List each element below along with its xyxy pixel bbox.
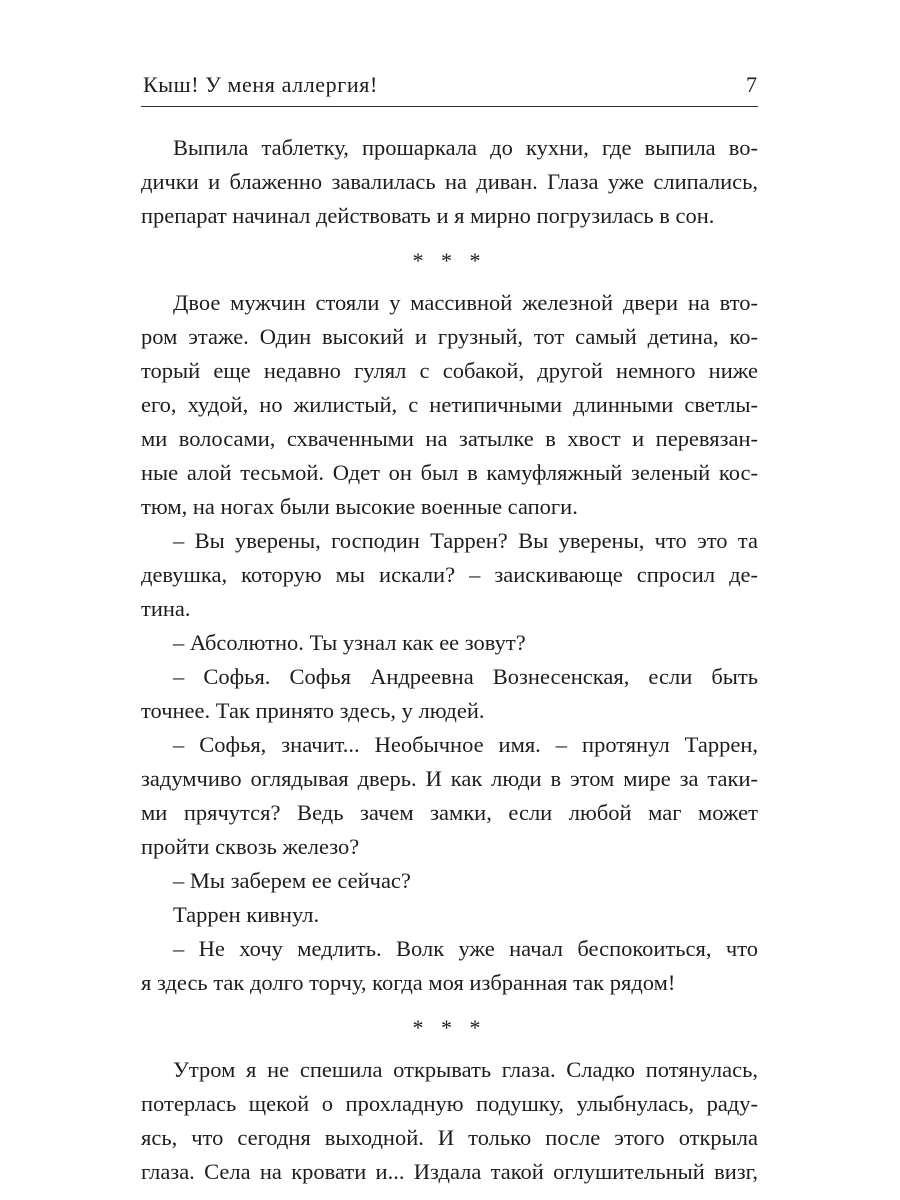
section-separator: * * *	[412, 248, 487, 273]
text-line: Утром я не спешила открывать глаза. Сладко потянулась,	[173, 1057, 758, 1082]
text-line: потерлась щекой о прохладную подушку, улыбнулась, раду-	[141, 1091, 758, 1116]
text-line: ясь, что сегодня выходной. И только после этого открыла	[141, 1125, 758, 1150]
text-line: точнее. Так принято здесь, у людей.	[141, 698, 485, 723]
text-line: препарат начинал действовать и я мирно погрузилась в сон.	[141, 203, 715, 228]
text-line: тина.	[141, 596, 191, 621]
book-title: Кыш! У меня аллергия!	[143, 72, 378, 97]
text-line: ми прячутся? Ведь зачем замки, если любой маг может	[141, 800, 758, 825]
text-line: дички и блаженно завалилась на диван. Глаза уже слипались,	[141, 169, 758, 194]
text-line: Двое мужчин стояли у массивной железной двери на вто-	[173, 290, 758, 315]
text-line: Таррен кивнул.	[173, 902, 320, 927]
text-line: ми волосами, схваченными на затылке в хвост и перевязан-	[141, 426, 758, 451]
text-line: глаза. Села на кровати и... Издала такой оглушительный визг,	[141, 1159, 758, 1184]
section-separator: * * *	[412, 1015, 487, 1040]
page-number: 7	[746, 72, 757, 97]
text-line: тюм, на ногах были высокие военные сапоги.	[141, 494, 578, 519]
header-divider	[141, 106, 758, 107]
text-line: – Софья. Софья Андреевна Вознесенская, если быть	[173, 664, 758, 689]
text-line: – Абсолютно. Ты узнал как ее зовут?	[173, 630, 526, 655]
text-line: задумчиво оглядывая дверь. И как люди в этом мире за таки-	[141, 766, 758, 791]
text-line: его, худой, но жилистый, с нетипичными длинными светлы-	[141, 392, 758, 417]
text-line: ром этаже. Один высокий и грузный, тот самый детина, ко-	[141, 324, 758, 349]
text-line: – Не хочу медлить. Волк уже начал беспокоиться, что	[173, 936, 758, 961]
text-line: – Мы заберем ее сейчас?	[173, 868, 411, 893]
text-line: пройти сквозь железо?	[141, 834, 360, 859]
text-line: Выпила таблетку, прошаркала до кухни, где выпила во-	[173, 135, 758, 160]
text-line: девушка, которую мы искали? – заискивающе спросил де-	[141, 562, 758, 587]
text-line: ные алой тесьмой. Одет он был в камуфляжный зеленый кос-	[141, 460, 758, 485]
text-line: – Софья, значит... Необычное имя. – протянул Таррен,	[173, 732, 758, 757]
running-header	[141, 66, 758, 102]
text-line: я здесь так долго торчу, когда моя избранная так рядом!	[141, 970, 676, 995]
text-line: торый еще недавно гулял с собакой, другой немного ниже	[141, 358, 758, 383]
text-line: – Вы уверены, господин Таррен? Вы уверены, что это та	[173, 528, 758, 553]
